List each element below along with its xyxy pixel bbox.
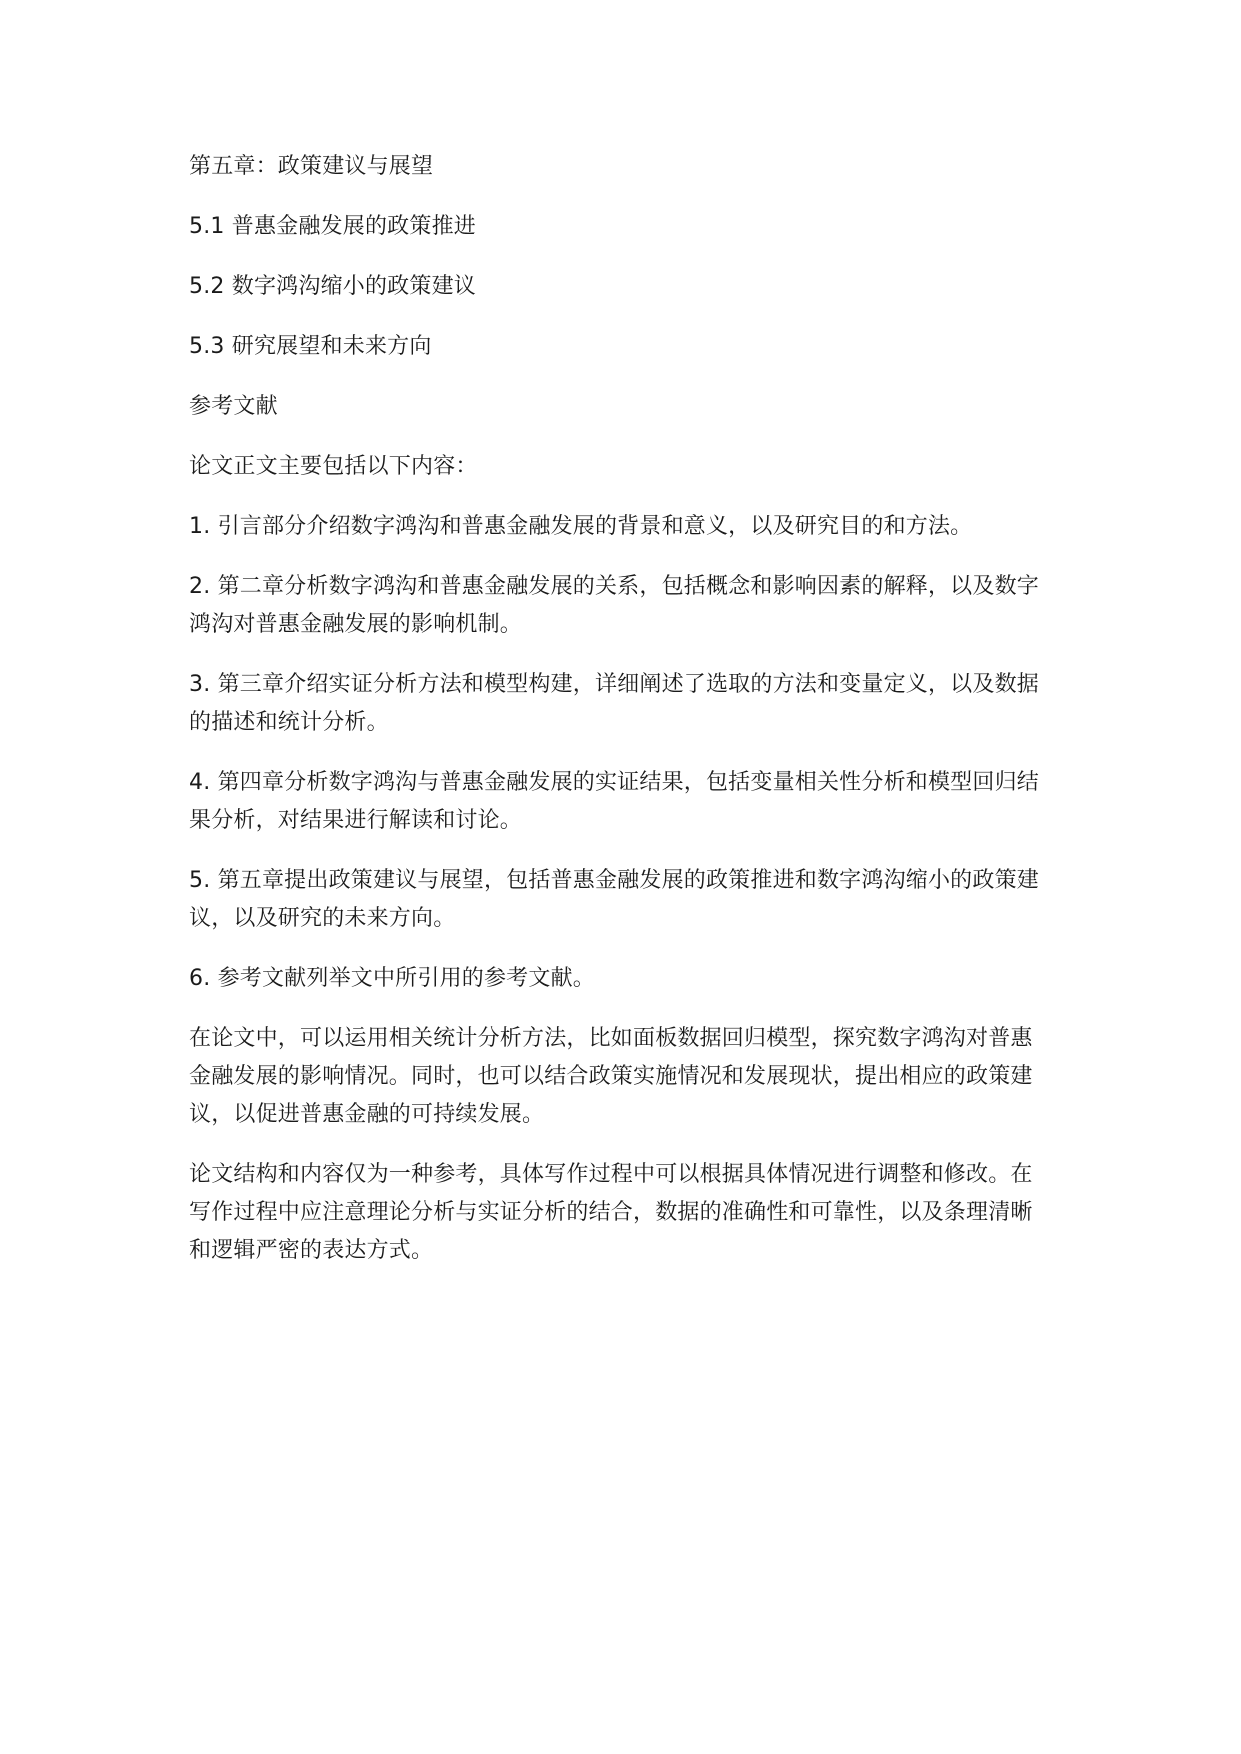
- list-item-5: 5. 第五章提出政策建议与展望，包括普惠金融发展的政策推进和数字鸿沟缩小的政策建议，以及研究的未来方向。: [189, 868, 1039, 931]
- document-body: [189, 148, 1051, 1292]
- list-item-1: 1. 引言部分介绍数字鸿沟和普惠金融发展的背景和意义，以及研究目的和方法。: [189, 514, 973, 539]
- list-item-2: 2. 第二章分析数字鸿沟和普惠金融发展的关系，包括概念和影响因素的解释，以及数字鸿沟对普惠金融发展的影响机制。: [189, 574, 1039, 637]
- closing-paragraph: 论文结构和内容仅为一种参考，具体写作过程中可以根据具体情况进行调整和修改。在写作过程中应注意理论分析与实证分析的结合，数据的准确性和可靠性，以及条理清晰和逻辑严密的表达方式。: [189, 1162, 1033, 1263]
- list-item-6: 6. 参考文献列举文中所引用的参考文献。: [189, 966, 595, 991]
- method-paragraph: 在论文中，可以运用相关统计分析方法，比如面板数据回归模型，探究数字鸿沟对普惠金融发展的影响情况。同时，也可以结合政策实施情况和发展现状，提出相应的政策建议，以促进普惠金融的可持续发展。: [189, 1026, 1033, 1127]
- chapter-heading: 第五章：政策建议与展望: [189, 154, 434, 179]
- intro-paragraph: 论文正文主要包括以下内容：: [189, 454, 478, 479]
- list-item-4: 4. 第四章分析数字鸿沟与普惠金融发展的实证结果，包括变量相关性分析和模型回归结果分析，对结果进行解读和讨论。: [189, 770, 1039, 833]
- references-heading: 参考文献: [189, 394, 278, 419]
- list-item-3: 3. 第三章介绍实证分析方法和模型构建，详细阐述了选取的方法和变量定义，以及数据的描述和统计分析。: [189, 672, 1039, 735]
- section-5-3: 5.3 研究展望和未来方向: [189, 334, 432, 359]
- section-5-2: 5.2 数字鸿沟缩小的政策建议: [189, 274, 476, 299]
- section-5-1: 5.1 普惠金融发展的政策推进: [189, 214, 476, 239]
